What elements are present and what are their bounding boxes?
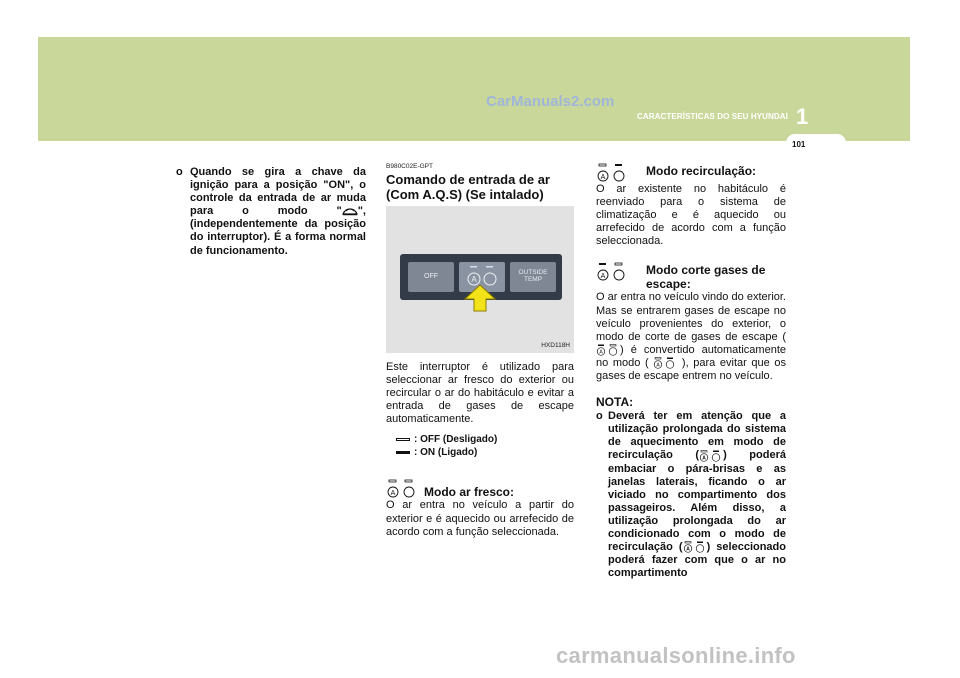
chapter-number: 1 [796,104,809,129]
exhaust-cut-text-3: ) é convertido automaticamente no modo ( [596,343,786,369]
exhaust-cut-heading [596,262,786,291]
exhaust-cut-text [596,291,786,383]
off-indicator-icon [396,438,410,441]
column-2 [386,163,574,539]
svg-text:A: A [390,490,396,498]
section-title: CARACTERÍSTICAS DO SEU HYUNDAI [636,112,788,121]
page-number: 101 [792,140,806,149]
nota-item [596,410,786,580]
recirc-mode-heading [596,163,786,183]
svg-text:A: A [599,349,603,356]
legend-off-text: : OFF (Desligado) [414,434,498,446]
recirc-mode-icon [596,163,628,183]
recirc-inline-icon-3 [683,541,707,553]
exhaust-cut-text-1: O ar entra no veículo vindo do exterior. Mas se entrarem gases de escape no veículo provenientes do exterior, o modo de corte de gases de escape [596,291,786,343]
svg-text:A: A [600,273,606,281]
recirc-inline-icon [653,357,677,369]
nota-text-2: ) poderá embaciar o pára-brisas e as janelas laterais, ficando o ar viciado no compartimento dos passageiros. Além disso, a utilização prolongada do ar condicionado com o modo de recirculação ( [608,449,786,554]
figure-caption: HXD118H [541,342,570,349]
temp-label: TEMP [523,276,543,283]
svg-text:A: A [471,275,477,284]
outside-temp-button [510,262,556,292]
nota-bullet: o [596,410,603,423]
pointer-arrow-icon [464,284,496,312]
fresh-mode-heading [386,479,574,499]
nota-text-1: Deverá ter em atenção que a utilização prolongada do sistema de aquecimento em modo de recirculação ( [608,410,786,462]
legend-off [396,433,574,446]
nota-heading: NOTA: [596,395,634,410]
bullet: o [176,166,183,178]
exhaust-cut-icon [596,262,628,282]
switch-description: Este interruptor é utilizado para seleccionar ar fresco do exterior ou recircular o ar do habitáculo e evitar a entrada de gases de escape automaticamente. [386,361,574,426]
outside-label: OUTSIDE [518,269,548,276]
nota-text [596,410,786,580]
on-indicator-icon [396,451,410,454]
off-label: OFF [424,273,438,280]
exhaust-cut-text-2: ( [782,330,787,343]
off-button [408,262,454,292]
exhaust-cut-title-1: Modo corte gases de [646,263,766,278]
svg-text:A: A [702,455,706,461]
legend-on-text: : ON (Ligado) [414,447,478,459]
recirc-mode-title: Modo recirculação: [646,164,757,178]
ignition-text-1: Quando se gira a chave da ignição para a posição "ON", o controle da entrada de ar muda para o modo " [190,166,366,218]
exhaust-cut-inline-icon [596,344,620,356]
fresh-mode-title: Modo ar fresco: [424,485,515,500]
recirc-inline-icon-2 [699,450,723,462]
fresh-mode-icon [386,479,418,499]
section-heading: Comando de entrada de ar (Com A.Q.S) (Se intalado) [386,172,550,202]
column-3 [596,163,786,580]
nota-text-3: ) seleccionado poderá fazer com que o ar no compartimento [608,541,786,580]
switch-figure [386,206,574,353]
ignition-note [190,166,366,258]
legend-on [396,446,574,459]
section-code: B980C02E-GPT [386,163,433,170]
fresh-mode-text: O ar entra no veículo a partir do exterior e é aquecido ou arrefecido de acordo com a função seleccionada. [386,499,574,538]
ignition-text-2: ", (independentemente da posição do interruptor). É a forma normal de funcionamento. [190,205,366,257]
watermark-top: CarManuals2.com [486,93,615,110]
exhaust-cut-title-2: escape: [646,277,691,292]
recirc-mode-text: O ar existente no habitáculo é reenviado para o sistema de climatização e é aquecido ou arrefecido de acordo com a função seleccionada. [596,183,786,248]
svg-text:A: A [685,546,690,553]
svg-text:A: A [600,174,606,181]
svg-text:A: A [656,362,660,369]
watermark-bottom: carmanualsonline.info [556,643,796,668]
legend [396,433,574,459]
car-airflow-icon [342,206,358,216]
exhaust-cut-text-4: ), para evitar que os gases de escape entrem no veículo. [596,356,786,383]
header-band [38,37,910,141]
